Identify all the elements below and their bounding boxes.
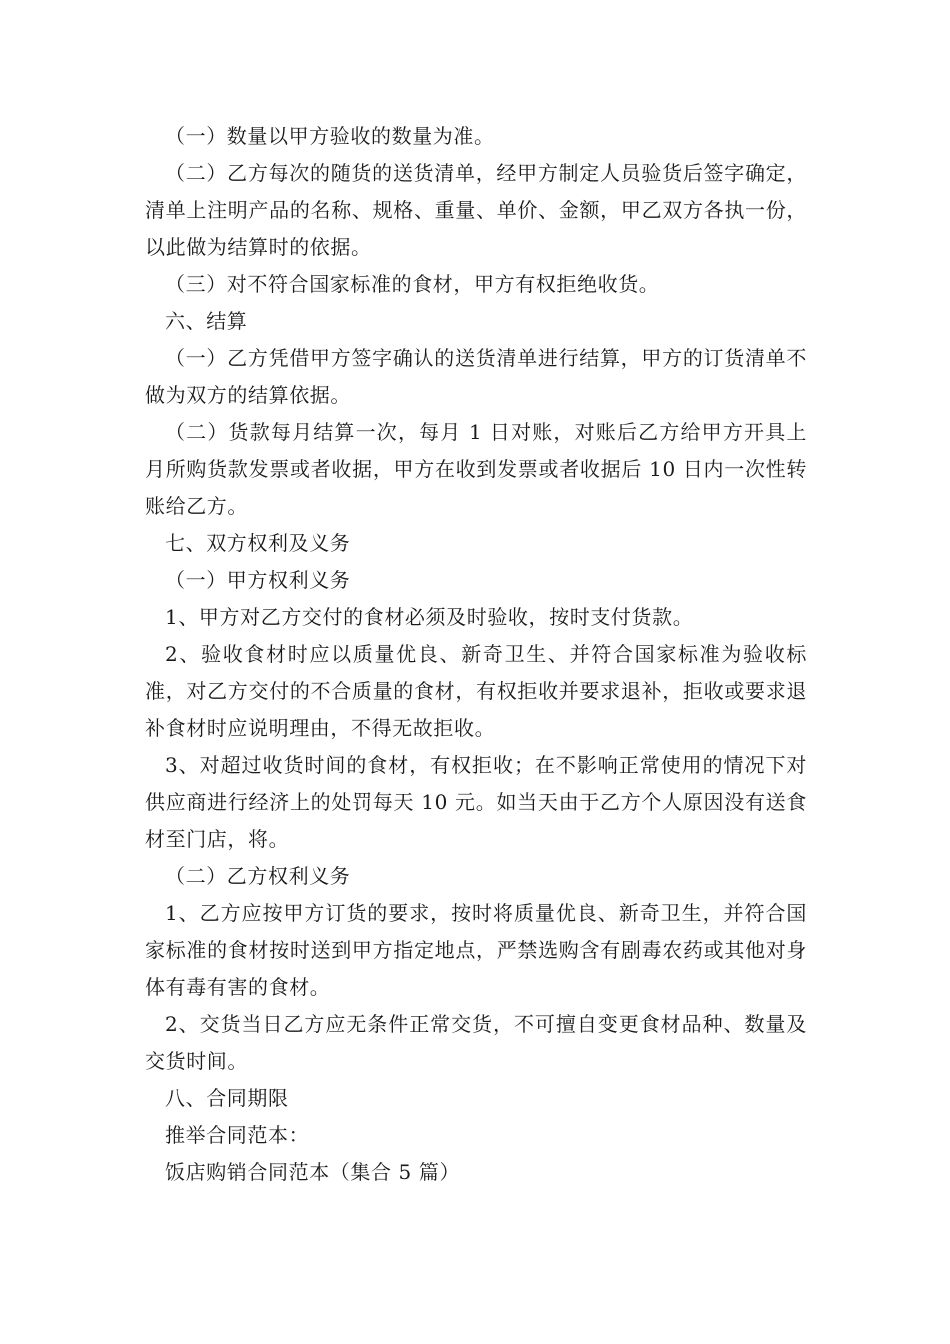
document-body — [145, 118, 807, 1191]
list-item-party-b-1: 1、乙方应按甲方订货的要求，按时将质量优良、新奇卫生，并符合国家标准的食材按时送到甲方指定地点，严禁选购含有剧毒农药或其他对身体有毒有害的食材。 — [145, 901, 807, 999]
section-heading-contract-term: 八、合同期限 — [165, 1086, 289, 1110]
paragraph-delivery-list: （二）乙方每次的随货的送货清单，经甲方制定人员验货后签字确定，清单上注明产品的名称、规格、重量、单价、金额，甲乙双方各执一份，以此做为结算时的依据。 — [145, 161, 807, 259]
list-item-party-a-3: 3、对超过收货时间的食材，有权拒收；在不影响正常使用的情况下对供应商进行经济上的处罚每天 10 元。如当天由于乙方个人原因没有送食材至门店，将。 — [145, 753, 807, 851]
paragraph-settlement-basis: （一）乙方凭借甲方签字确认的送货清单进行结算，甲方的订货清单不做为双方的结算依据。 — [145, 346, 807, 407]
list-item-party-a-2: 2、验收食材时应以质量优良、新奇卫生、并符合国家标准为验收标准，对乙方交付的不合质量的食材，有权拒收并要求退补，拒收或要求退补食材时应说明理由，不得无故拒收。 — [145, 642, 807, 740]
recommend-label: 推举合同范本： — [165, 1123, 310, 1147]
paragraph-monthly-payment: （二）货款每月结算一次，每月 1 日对账，对账后乙方给甲方开具上月所购货款发票或者收据，甲方在收到发票或者收据后 10 日内一次性转账给乙方。 — [145, 420, 807, 518]
list-item-party-b-2: 2、交货当日乙方应无条件正常交货，不可擅自变更食材品种、数量及交货时间。 — [145, 1012, 807, 1073]
recommend-link[interactable]: 饭店购销合同范本（集合 5 篇） — [165, 1160, 461, 1184]
subheading-party-a: （一）甲方权利义务 — [165, 568, 351, 592]
list-item-party-a-1: 1、甲方对乙方交付的食材必须及时验收，按时支付货款。 — [165, 605, 694, 629]
section-heading-rights-duties: 七、双方权利及义务 — [165, 531, 351, 555]
paragraph-reject-goods: （三）对不符合国家标准的食材，甲方有权拒绝收货。 — [165, 272, 660, 296]
paragraph-quantity-standard: （一）数量以甲方验收的数量为准。 — [165, 124, 495, 148]
subheading-party-b: （二）乙方权利义务 — [165, 864, 351, 888]
section-heading-settlement: 六、结算 — [165, 309, 248, 333]
